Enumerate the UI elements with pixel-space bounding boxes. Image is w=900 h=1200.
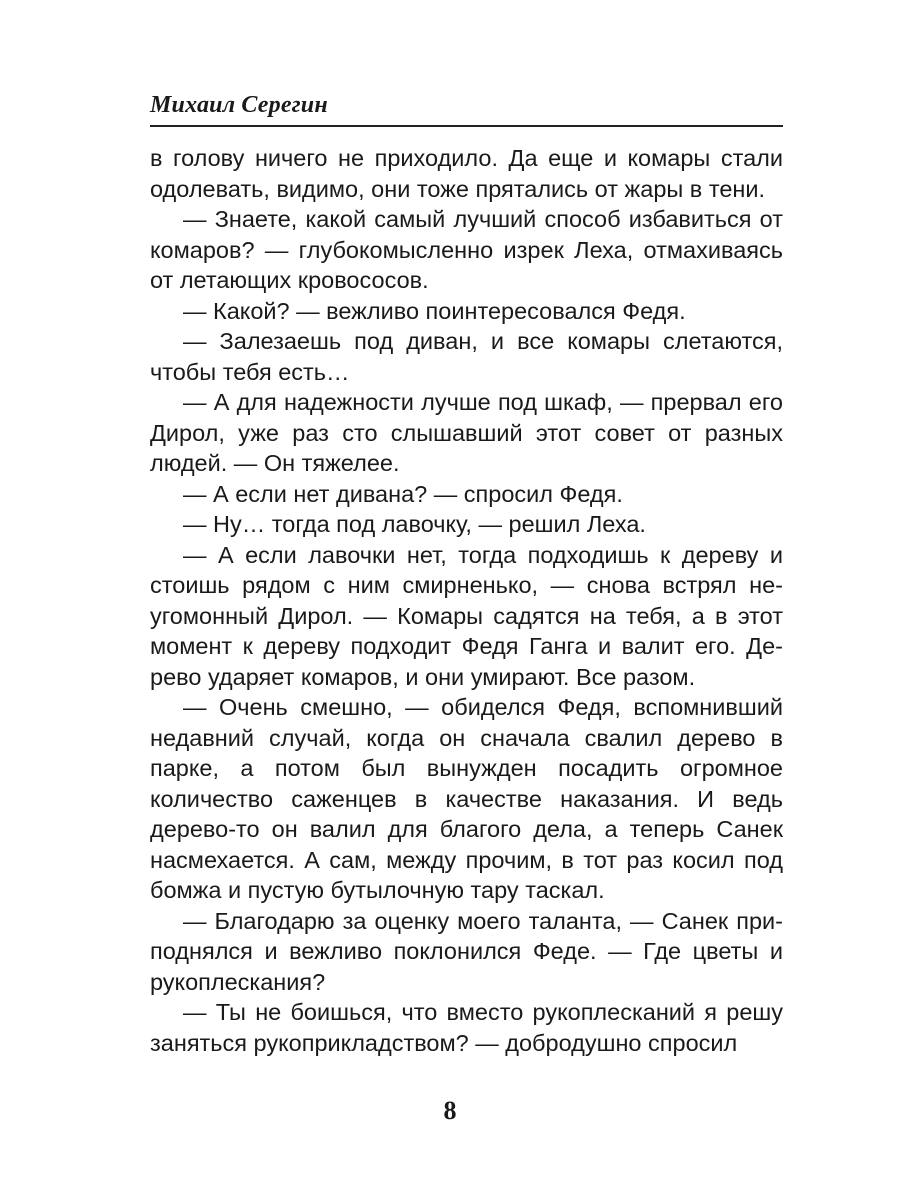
paragraph: — А если нет дивана? — спросил Федя. [183, 480, 623, 507]
running-head-author: Михаил Серегин [150, 92, 328, 118]
paragraph: — Очень смешно, — обиделся Федя, вспомнивший недавний случай, когда он сначала свалил дерево в парке, а потом был вынужден посадить огромное количество саженцев в качестве наказания. И ведь дерево-то он валил для благого дела, а теперь Санек насмехается. А сам, между прочим, в тот раз косил под бомжа и пустую бутылочную тару таскал. [150, 694, 783, 903]
paragraph: — Какой? — вежливо поинтересовался Федя. [183, 297, 686, 324]
paragraph: — Знаете, какой самый лучший способ избавиться от комаров? — глубокомысленно изрек Леха, отмахиваясь от летающих кровососов. [150, 206, 783, 293]
paragraph: — А для надежности лучше под шкаф, — прервал его Дирол, уже раз сто слышавший этот совет от разных людей. — Он тяжелее. [150, 389, 783, 476]
paragraph: — Благодарю за оценку моего таланта, — Санек приподнялся и вежливо поклонился Феде. — Где цветы и рукоплескания? [150, 907, 783, 995]
header-rule [150, 125, 783, 127]
paragraph: — А если лавочки нет, тогда подходишь к дереву и стоишь рядом с ним смирненько, — снова встрял неугомонный Дирол. — Комары садятся на тебя, а в этот момент к дереву подходит Федя Ганга и валит его. Дерево ударяет комаров, и они умирают. Все разом. [150, 541, 783, 690]
paragraph: — Залезаешь под диван, и все комары слетаются, чтобы тебя есть… [150, 328, 783, 385]
page-number: 8 [443, 1096, 457, 1125]
paragraph: — Ну… тогда под лавочку, — решил Леха. [183, 511, 646, 537]
body-text [150, 143, 783, 1058]
paragraph: в голову ничего не приходило. Да еще и комары стали одолевать, видимо, они тоже прятались от жары в тени. [150, 145, 783, 202]
paragraph: — Ты не боишься, что вместо рукоплесканий я решу заняться рукоприкладством? — добродушно спросил [150, 999, 783, 1056]
